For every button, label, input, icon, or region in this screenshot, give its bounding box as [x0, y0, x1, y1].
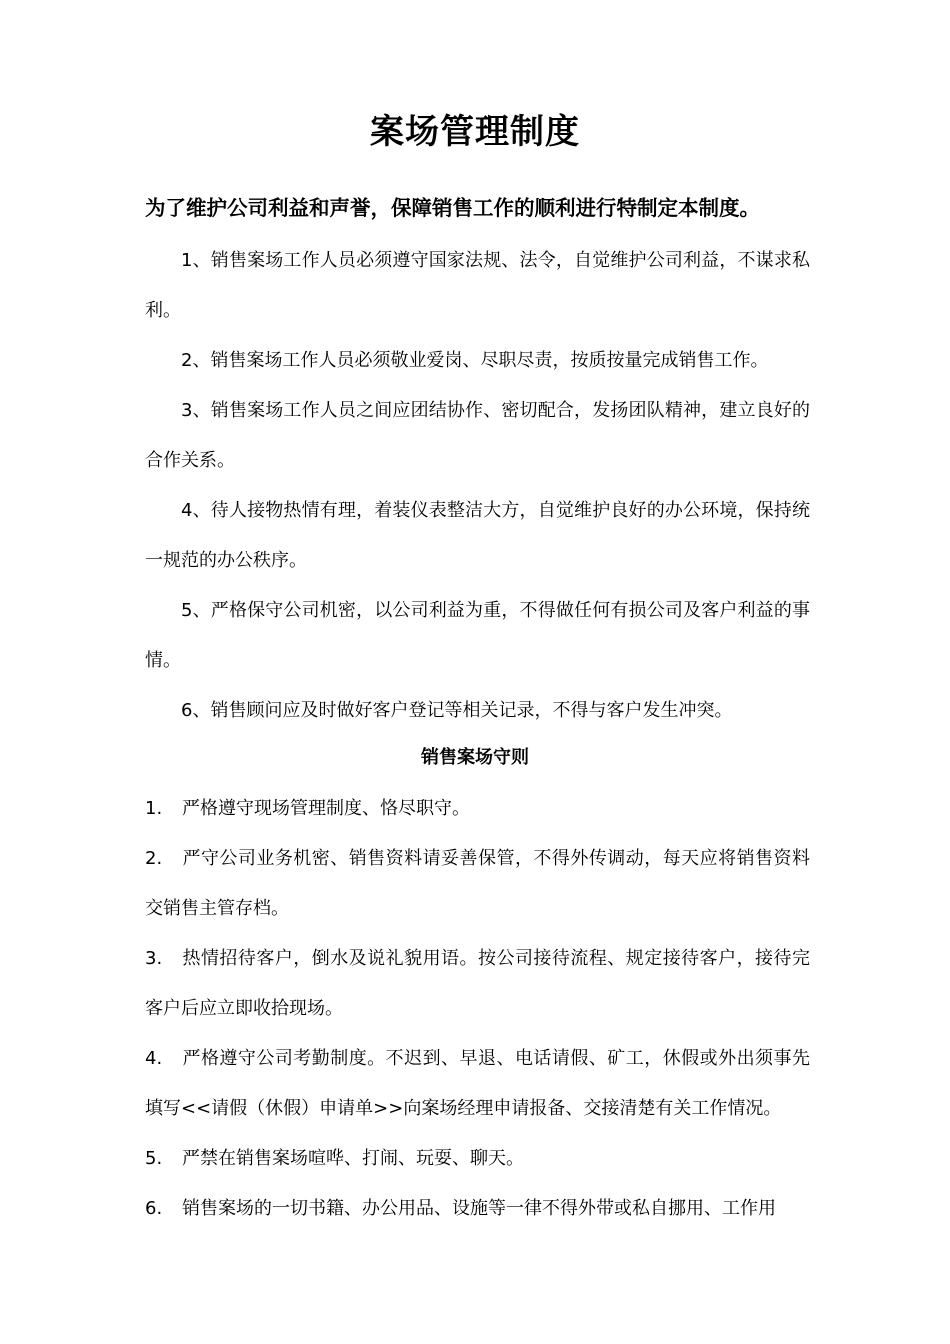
guideline-item — [145, 1034, 810, 1134]
rule-item: 5、严格保守公司机密，以公司利益为重，不得做任何有损公司及客户利益的事情。 — [145, 600, 810, 671]
section-heading: 销售案场守则 — [421, 747, 529, 768]
guideline-number: 4. — [145, 1048, 163, 1069]
guideline-text: 热情招待客户，倒水及说礼貌用语。按公司接待流程、规定接待客户，接待完客户后应立即收拾现场。 — [145, 948, 810, 1019]
guidelines-list — [145, 784, 810, 1234]
guideline-text: 严守公司业务机密、销售资料请妥善保管，不得外传调动，每天应将销售资料交销售主管存档。 — [145, 848, 810, 919]
guideline-number: 1. — [145, 798, 163, 819]
document-title: 案场管理制度 — [370, 112, 580, 152]
guideline-item — [145, 1184, 810, 1234]
guideline-text: 销售案场的一切书籍、办公用品、设施等一律不得外带或私自挪用、工作用 — [182, 1198, 776, 1219]
rule-item: 1、销售案场工作人员必须遵守国家法规、法令，自觉维护公司利益，不谋求私利。 — [145, 250, 810, 321]
guideline-text: 严格遵守公司考勤制度。不迟到、早退、电话请假、矿工，休假或外出须事先填写<<请假（休假）申请单>>向案场经理申请报备、交接清楚有关工作情况。 — [145, 1048, 810, 1119]
guideline-number: 2. — [145, 848, 163, 869]
guideline-item — [145, 784, 810, 834]
rule-item: 2、销售案场工作人员必须敬业爱岗、尽职尽责，按质按量完成销售工作。 — [181, 350, 769, 371]
guideline-text: 严禁在销售案场喧哗、打闹、玩耍、聊天。 — [182, 1148, 524, 1169]
guideline-number: 5. — [145, 1148, 163, 1169]
guideline-number: 3. — [145, 948, 163, 969]
rule-item: 4、待人接物热情有理，着装仪表整洁大方，自觉维护良好的办公环境，保持统一规范的办公秩序。 — [145, 500, 810, 571]
rule-item: 3、销售案场工作人员之间应团结协作、密切配合，发扬团队精神，建立良好的合作关系。 — [145, 400, 810, 471]
guideline-item — [145, 1134, 810, 1184]
guideline-text: 严格遵守现场管理制度、恪尽职守。 — [182, 798, 470, 819]
intro-statement: 为了维护公司利益和声誉，保障销售工作的顺利进行特制定本制度。 — [145, 196, 760, 220]
rule-item: 6、销售顾问应及时做好客户登记等相关记录，不得与客户发生冲突。 — [181, 700, 733, 721]
guideline-number: 6. — [145, 1198, 163, 1219]
guideline-item — [145, 934, 810, 1034]
rules-list — [145, 236, 810, 736]
guideline-item — [145, 834, 810, 934]
